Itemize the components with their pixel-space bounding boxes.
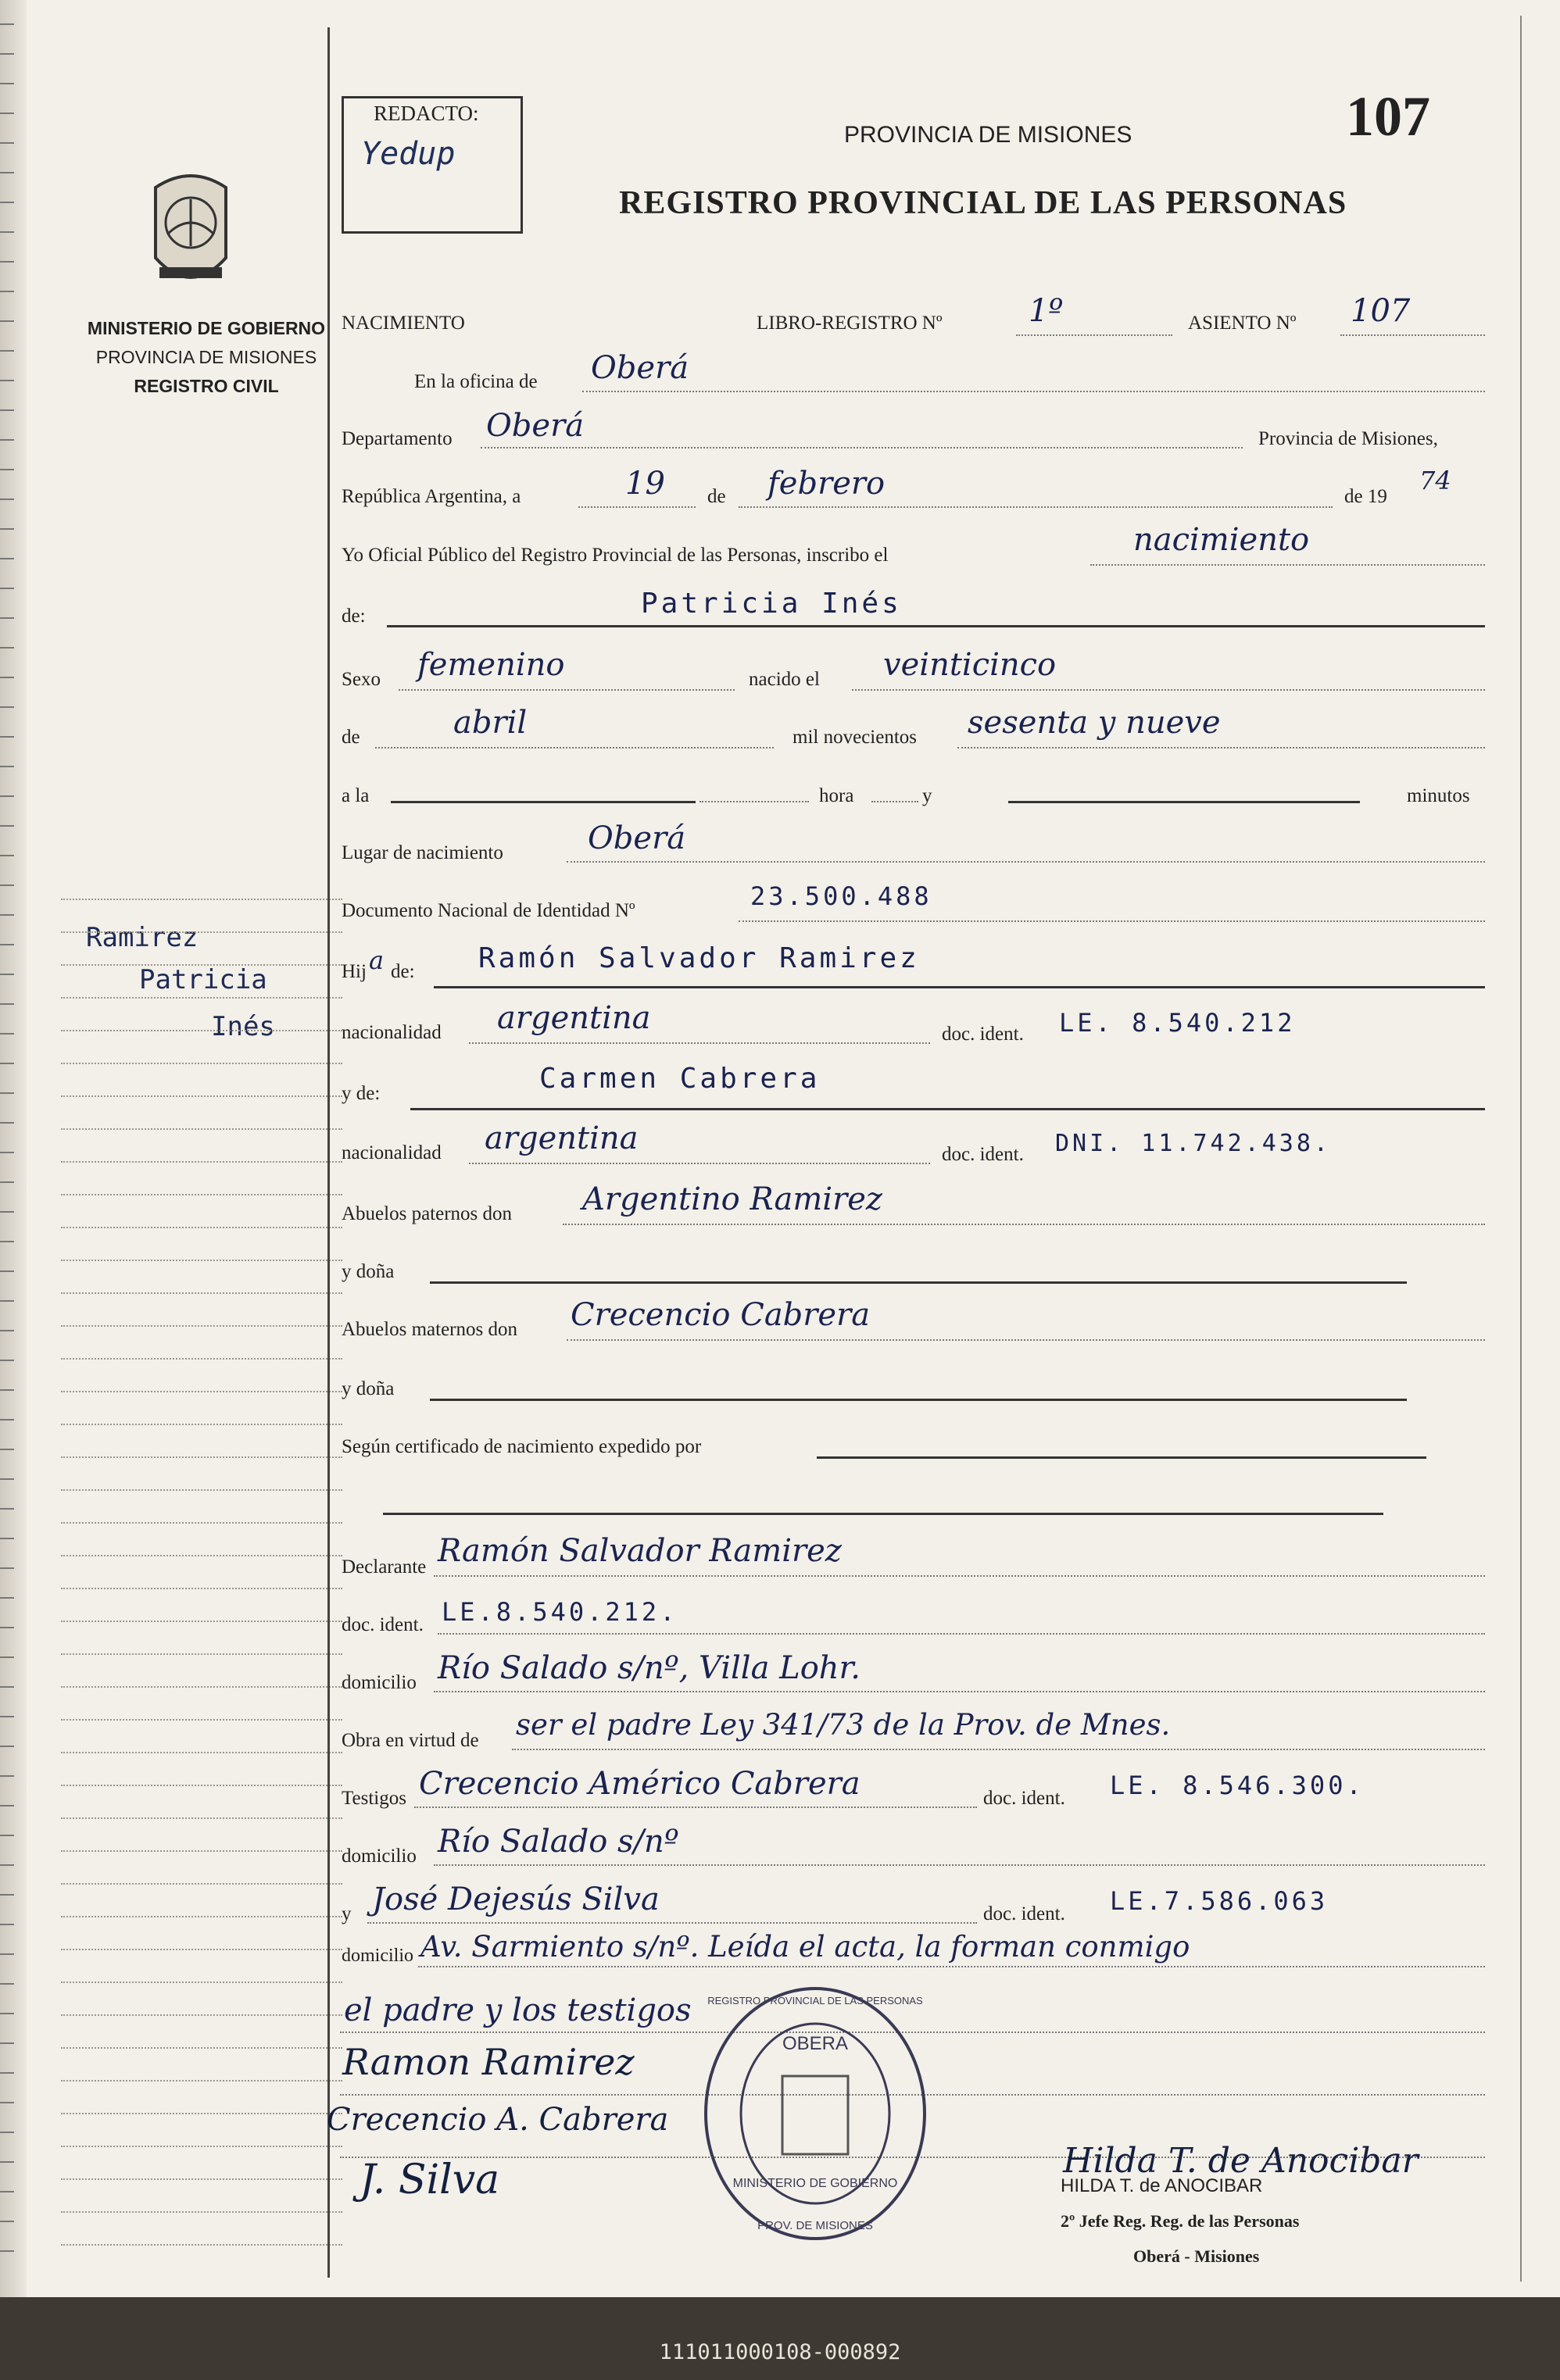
coat-of-arms-icon	[148, 164, 234, 297]
page-edge-tick	[0, 825, 14, 827]
madre-value: Carmen Cabrera	[539, 1063, 821, 1095]
redacto-box	[342, 96, 523, 234]
page-edge-tick	[0, 528, 14, 530]
signature-testigo2: J. Silva	[360, 2157, 500, 2203]
margin-column	[27, 0, 327, 2297]
page-edge-tick	[0, 677, 14, 678]
page-edge-tick	[0, 736, 14, 738]
page-edge-tick	[0, 1181, 14, 1183]
dotted-line	[1340, 334, 1485, 336]
declarante-label: Declarante	[342, 1556, 427, 1578]
stamp-ring: REGISTRO PROVINCIAL DE LAS PERSONAS	[707, 1995, 923, 2007]
page-edge-tick	[0, 291, 14, 292]
page-edge-tick	[0, 914, 14, 916]
page-edge-tick	[0, 1686, 14, 1688]
solid-line	[1008, 801, 1360, 803]
obra-value: ser el padre Ley 341/73 de la Prov. de Mnes.	[516, 1708, 1171, 1742]
solid-line	[410, 1108, 1485, 1110]
ledger-line	[61, 1653, 342, 1655]
page-edge-tick	[0, 1864, 14, 1866]
page-edge-tick	[0, 2250, 14, 2252]
page-edge-tick	[0, 974, 14, 975]
page-edge-tick	[0, 1330, 14, 1331]
sexo-label: Sexo	[342, 669, 381, 690]
page-edge-tick	[0, 2191, 14, 2192]
dotted-line	[399, 689, 735, 691]
stamp-bottom: PROV. DE MISIONES	[757, 2219, 873, 2232]
stamp-city: OBERA	[782, 2033, 849, 2054]
page-edge-tick	[0, 202, 14, 203]
domicilio-label: domicilio	[342, 1946, 413, 1966]
ledger-line	[61, 1817, 342, 1819]
ledger-line	[61, 1325, 342, 1327]
docid-label: doc. ident.	[983, 1788, 1065, 1809]
ledger-line	[61, 997, 342, 999]
page-edge-tick	[0, 83, 14, 84]
page-edge-tick	[0, 766, 14, 767]
official-location: Oberá - Misiones	[1133, 2246, 1260, 2266]
dotted-line	[852, 689, 1485, 691]
ledger-line	[61, 1850, 342, 1852]
ledger-line	[61, 1391, 342, 1392]
page-edge-tick	[0, 647, 14, 649]
ledger-line	[61, 1785, 342, 1786]
padre-value: Ramón Salvador Ramirez	[478, 942, 920, 974]
y-label: y	[922, 785, 932, 806]
docid-label: doc. ident.	[342, 1614, 424, 1635]
ledger-line	[61, 1949, 342, 1950]
ledger-line	[61, 1621, 342, 1622]
hijo-label2: de:	[391, 961, 415, 982]
dotted-line	[434, 1691, 1485, 1692]
dotted-line	[1090, 564, 1485, 566]
page-edge-tick	[0, 2042, 14, 2044]
page-edge-tick	[0, 1122, 14, 1124]
dotted-line	[582, 391, 1485, 392]
acto-value: nacimiento	[1133, 522, 1310, 558]
dotted-line	[434, 1575, 1485, 1577]
official-name: HILDA T. de ANOCIBAR	[1061, 2175, 1263, 2196]
anio-nac-value: sesenta y nueve	[968, 705, 1221, 741]
ledger-line	[61, 1260, 342, 1261]
margin-name2: Inés	[211, 1011, 275, 1042]
page-edge-tick	[0, 1508, 14, 1510]
segun-label: Según certificado de nacimiento expedido por	[342, 1436, 702, 1457]
dotted-line	[434, 1864, 1485, 1866]
nacido-label: nacido el	[749, 669, 820, 690]
ledger-line	[61, 1555, 342, 1556]
page-edge-tick	[0, 1656, 14, 1658]
decl-dom-value: Río Salado s/nº, Villa Lohr.	[438, 1650, 861, 1686]
page-edge-tick	[0, 53, 14, 55]
page-edge-tick	[0, 1152, 14, 1153]
page-edge-tick	[0, 1003, 14, 1005]
docid-label: doc. ident.	[942, 1024, 1024, 1045]
ledger-line	[61, 2080, 342, 2082]
ministry-line1: MINISTERIO DE GOBIERNO	[87, 318, 326, 338]
testigo1-value: Crecencio Américo Cabrera	[419, 1766, 861, 1802]
padre-nac: argentina	[497, 1000, 651, 1036]
abpat-value: Argentino Ramirez	[582, 1181, 882, 1217]
footer-code: 111011000108-000892	[659, 2340, 901, 2364]
page-edge-tick	[0, 469, 14, 470]
province-title: PROVINCIA DE MISIONES	[844, 122, 1132, 148]
madre-nac: argentina	[485, 1120, 639, 1156]
ledger-line	[61, 2211, 342, 2213]
ledger-line	[61, 1424, 342, 1425]
testigo2-dom: Av. Sarmiento s/nº. Leída el acta, la forman conmigo	[420, 1930, 1190, 1964]
ledger-line	[61, 2178, 342, 2180]
dotted-line	[567, 1339, 1485, 1341]
page-edge-tick	[0, 380, 14, 381]
testigos-label: Testigos	[342, 1788, 406, 1809]
anio-value: 74	[1419, 466, 1451, 495]
dotted-line	[699, 801, 809, 802]
page-edge-tick	[0, 320, 14, 322]
page-edge-tick	[0, 2161, 14, 2163]
mes-nac-value: abril	[453, 705, 528, 741]
page-edge-tick	[0, 2221, 14, 2222]
republica-label: República Argentina, a	[342, 486, 521, 507]
dia-value: 19	[625, 466, 665, 502]
ledger-line	[61, 1522, 342, 1524]
page-edge-tick	[0, 23, 14, 25]
padre-doc: LE. 8.540.212	[1059, 1008, 1296, 1038]
ledger-line	[61, 1752, 342, 1753]
oficina-label: En la oficina de	[414, 371, 538, 392]
testigo2-value: José Dejesús Silva	[372, 1881, 660, 1917]
page-edge-tick	[0, 350, 14, 352]
anio-label: de 19	[1344, 486, 1387, 507]
page-edge-tick	[0, 2013, 14, 2014]
lugar-label: Lugar de nacimiento	[342, 842, 503, 863]
de-label: de	[707, 486, 726, 507]
ledger-line	[61, 2244, 342, 2246]
testigo1-doc: LE. 8.546.300.	[1110, 1771, 1365, 1800]
yde-label: y de:	[342, 1083, 381, 1104]
page-edge-tick	[0, 944, 14, 945]
ydona-label: y doña	[342, 1378, 395, 1399]
redacto-label: REDACTO:	[374, 102, 479, 125]
ministry-line2: PROVINCIA DE MISIONES	[95, 347, 317, 367]
hora-label: hora	[819, 785, 854, 806]
nac-label: nacionalidad	[342, 1142, 442, 1163]
page-edge-tick	[0, 1270, 14, 1272]
obra-label: Obra en virtud de	[342, 1730, 479, 1751]
ledger-line	[61, 931, 342, 933]
registry-stamp-icon	[698, 1981, 932, 2246]
page-edge-tick	[0, 1063, 14, 1064]
page-edge-tick	[0, 409, 14, 411]
hijo-label: Hij	[342, 961, 367, 982]
minutos-label: minutos	[1407, 785, 1470, 806]
solid-line	[434, 986, 1485, 988]
ledger-line	[61, 1063, 342, 1064]
dotted-line	[469, 1163, 930, 1164]
dotted-line	[567, 861, 1485, 863]
ledger-line	[61, 1982, 342, 1983]
page-edge-tick	[0, 261, 14, 263]
stamp-inner: MINISTERIO DE GOBIERNO	[732, 2177, 898, 2190]
dotted-line	[414, 1806, 977, 1808]
page-edge-tick	[0, 172, 14, 173]
page-edge-tick	[0, 1835, 14, 1836]
oficina-value: Oberá	[591, 350, 689, 386]
dotted-line	[469, 1042, 930, 1044]
page-edge-tick	[0, 855, 14, 856]
dni-value: 23.500.488	[750, 881, 932, 911]
de2-label: de:	[342, 606, 366, 627]
page-edge-tick	[0, 231, 14, 233]
page-edge-tick	[0, 1419, 14, 1420]
abmat-label: Abuelos maternos don	[342, 1319, 517, 1340]
page-edge-tick	[0, 706, 14, 708]
page-edge-tick	[0, 1746, 14, 1747]
domicilio-label: domicilio	[342, 1672, 417, 1693]
page-edge-tick	[0, 2072, 14, 2074]
signature-testigo1: Crecencio A. Cabrera	[327, 2102, 669, 2138]
page-edge-tick	[0, 1627, 14, 1628]
page-edge-tick	[0, 1389, 14, 1391]
ledger-line	[61, 1194, 342, 1195]
declarante-value: Ramón Salvador Ramirez	[438, 1533, 842, 1569]
dotted-line	[481, 447, 1243, 448]
page-edge-tick	[0, 1092, 14, 1094]
nacimiento-label: NACIMIENTO	[342, 313, 465, 334]
dni-label: Documento Nacional de Identidad Nº	[342, 900, 635, 921]
mes-value: febrero	[767, 466, 886, 502]
dotted-line	[512, 1749, 1485, 1750]
ledger-line	[61, 1686, 342, 1688]
page-edge-tick	[0, 113, 14, 114]
dotted-line	[739, 920, 1485, 922]
page-edge-tick	[0, 1300, 14, 1302]
page-edge-tick	[0, 1805, 14, 1806]
solid-line	[430, 1281, 1407, 1284]
official-title: 2º Jefe Reg. Reg. de las Personas	[1061, 2211, 1300, 2231]
dotted-line	[438, 1633, 1485, 1635]
decl-doc-value: LE.8.540.212.	[442, 1597, 678, 1627]
dotted-line	[375, 747, 774, 749]
hijo-hand: a	[369, 945, 385, 975]
book-spine	[0, 0, 27, 2297]
ydona-label: y doña	[342, 1261, 395, 1282]
registry-title: REGISTRO PROVINCIAL DE LAS PERSONAS	[619, 185, 1347, 221]
ministry-block	[73, 314, 339, 401]
right-rule	[1520, 16, 1522, 2282]
page-edge-tick	[0, 1716, 14, 1717]
testigo2-doc: LE.7.586.063	[1110, 1886, 1329, 1916]
nacido-value: veinticinco	[883, 647, 1057, 683]
oficial-text: Yo Oficial Público del Registro Provincial de las Personas, inscribo el	[342, 545, 889, 566]
dotted-line	[871, 801, 918, 802]
signature-official: Hilda T. de Anocibar	[1063, 2141, 1419, 2181]
ledger-line	[61, 1358, 342, 1360]
libro-value: 1º	[1029, 293, 1064, 329]
nac-label: nacionalidad	[342, 1022, 442, 1043]
domicilio-label: domicilio	[342, 1846, 417, 1867]
abmat-value: Crecencio Cabrera	[571, 1297, 871, 1333]
solid-line	[430, 1399, 1407, 1401]
docid-label: doc. ident.	[983, 1903, 1065, 1924]
page-edge-tick	[0, 558, 14, 559]
page-edge-tick	[0, 439, 14, 441]
ministry-line3: REGISTRO CIVIL	[134, 376, 279, 396]
ledger-line	[61, 1128, 342, 1130]
solid-line	[387, 625, 1485, 627]
ledger-line	[61, 2113, 342, 2114]
ledger-line	[61, 1916, 342, 1917]
dotted-line	[957, 747, 1485, 749]
page-edge-tick	[0, 1597, 14, 1599]
lugar-value: Oberá	[588, 820, 686, 856]
page-edge-tick	[0, 2132, 14, 2133]
page-edge-tick	[0, 499, 14, 500]
page-edge-tick	[0, 1478, 14, 1480]
solid-line	[391, 801, 696, 803]
ledger-line	[61, 1456, 342, 1458]
departamento-label: Departamento	[342, 428, 453, 449]
nombre-value: Patricia Inés	[641, 588, 902, 620]
de3-label: de	[342, 727, 360, 748]
asiento-label: ASIENTO Nº	[1188, 313, 1297, 334]
libro-label: LIBRO-REGISTRO Nº	[757, 313, 943, 334]
asiento-value: 107	[1351, 293, 1411, 329]
page-edge-tick	[0, 1211, 14, 1213]
ledger-line	[61, 899, 342, 900]
dotted-line	[578, 506, 696, 508]
redacto-handwriting: Yedup	[361, 136, 456, 172]
ledger-line	[61, 2146, 342, 2147]
page-edge-tick	[0, 1241, 14, 1242]
page-edge-tick	[0, 142, 14, 144]
page-edge-tick	[0, 1360, 14, 1361]
margin-surname: Ramirez	[86, 922, 199, 953]
margin-rule	[327, 27, 330, 2278]
page-edge-tick	[0, 2102, 14, 2103]
ledger-line	[61, 1030, 342, 1031]
ledger-line	[61, 1227, 342, 1228]
page-edge-tick	[0, 617, 14, 619]
page-edge-tick	[0, 1924, 14, 1925]
ledger-line	[61, 1095, 342, 1097]
page-edge-tick	[0, 1953, 14, 1955]
ledger-line	[61, 1292, 342, 1294]
ledger-line	[61, 1719, 342, 1721]
ledger-line	[61, 2014, 342, 2016]
abpat-label: Abuelos paternos don	[342, 1203, 513, 1224]
madre-doc: DNI. 11.742.438.	[1055, 1130, 1331, 1157]
ala-label: a la	[342, 785, 370, 806]
provincia-suffix: Provincia de Misiones,	[1258, 428, 1438, 449]
ledger-line	[61, 1489, 342, 1491]
y2-label: y	[342, 1903, 352, 1924]
ledger-line	[61, 1883, 342, 1885]
cierre-value: el padre y los testigos	[344, 1992, 692, 2028]
dotted-line	[367, 1922, 977, 1924]
dotted-line	[563, 1224, 1485, 1225]
docid-label: doc. ident.	[942, 1144, 1024, 1165]
dotted-line	[1016, 334, 1172, 336]
page-edge-tick	[0, 1567, 14, 1569]
signature-declarante: Ramon Ramirez	[342, 2041, 635, 2083]
testigo1-dom: Río Salado s/nº	[438, 1824, 679, 1860]
solid-line	[383, 1513, 1383, 1515]
solid-line	[817, 1456, 1426, 1459]
page-edge-tick	[0, 588, 14, 589]
dotted-line	[418, 1966, 1485, 1967]
departamento-value: Oberá	[486, 408, 585, 444]
page-edge-tick	[0, 1538, 14, 1539]
page-edge-tick	[0, 884, 14, 886]
ledger-line	[61, 964, 342, 966]
mil-label: mil novecientos	[793, 727, 917, 748]
sexo-value: femenino	[417, 647, 565, 683]
page-edge-tick	[0, 1983, 14, 1985]
dotted-line	[739, 506, 1333, 508]
page-edge-tick	[0, 1775, 14, 1777]
ledger-line	[61, 1588, 342, 1589]
ledger-line	[61, 1161, 342, 1163]
page-edge-tick	[0, 1894, 14, 1896]
margin-name1: Patricia	[139, 964, 267, 995]
page-edge-tick	[0, 1033, 14, 1035]
ledger-line	[61, 2047, 342, 2049]
page-edge-tick	[0, 795, 14, 797]
page-number: 107	[1346, 85, 1430, 148]
page-edge-tick	[0, 1449, 14, 1450]
